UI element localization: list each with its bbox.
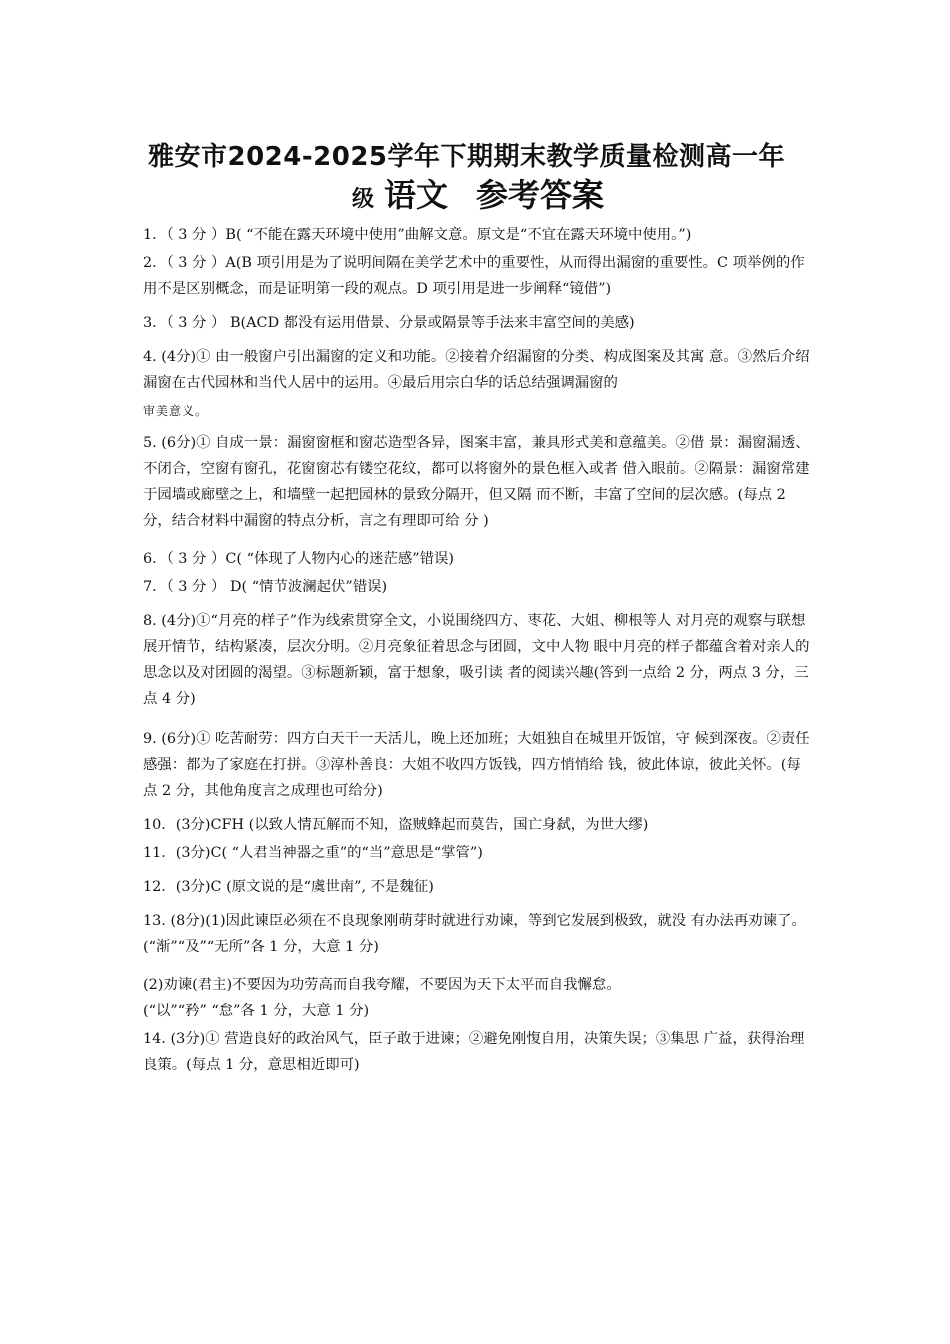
answer-item-13-part1: 13. (8分)(1)因此谏臣必须在不良现象刚萌芽时就进行劝谏，等到它发展到极致，就没 有办法再劝谏了。(“渐”“及”“无所”各 1 分，大意 1 分) [143,913,806,955]
answer-item-4-continuation: 审美意义。 [143,404,209,418]
answer-item-13-part2: (2)劝谏(君主)不要因为功劳高而自我夸耀，不要因为天下太平而自我懈怠。 [143,977,621,993]
answer-item-5: 5. (6分)① 自成一景：漏窗窗框和窗芯造型各异，图案丰富，兼具形式美和意蕴美。②借 景：漏窗漏透、不闭合，空窗有窗孔，花窗窗芯有镂空花纹，都可以将窗外的景色框入或者 借入眼前。②隔景：漏窗常建于园墙或廊壁之上，和墙壁一起把园林的景致分隔开，但又隔 而不断，丰富了空间的层次感。(每点 2 分，结合材料中漏窗的特点分析，言之有理即可给 分 ) [143,435,810,529]
answer-item-8: 8. (4分)①“月亮的样子”作为线索贯穿全文，小说围绕四方、枣花、大姐、柳根等人 对月亮的观察与联想展开情节，结构紧凑，层次分明。②月亮象征着思念与团圆，文中人物 眼中月亮的样子都蕴含着对亲人的思念以及对团圆的渴望。③标题新颖，富于想象，吸引读 者的阅读兴趣(答到一点给 2 分，两点 3 分，三点 4 分) [143,613,810,707]
answer-list [143,222,815,1086]
title-subject: 语文 [384,176,449,214]
document-title-line1: 雅安市2024-2025学年下期期末教学质量检测高一年 [148,142,786,172]
answer-item-7: 7．（ 3 分 ） D( “情节波澜起伏”错误) [143,579,388,595]
answer-item-9: 9. (6分)① 吃苦耐劳：四方白天干一天活儿，晚上还加班；大姐独自在城里开饭馆，守 候到深夜。②责任感强：都为了家庭在打拼。③淳朴善良：大姐不收四方饭钱，四方悄悄给 钱，彼此体谅，彼此关怀。(每点 2 分，其他角度言之成理也可给分) [143,731,810,799]
answer-item-14: 14. (3分)① 营造良好的政治风气，臣子敢于进谏；②避免刚愎自用，决策失误；③集思 广益，获得治理良策。(每点 1 分，意思相近即可) [143,1031,805,1073]
answer-item-6: 6．（ 3 分 ）C( “体现了人物内心的迷茫感”错误) [143,551,455,567]
answer-item-10: 10．(3分)CFH (以致人情瓦解而不知，盗贼蜂起而莫告，国亡身弑，为世大缪) [143,817,649,833]
title-grade-char: 级 [352,187,375,212]
document-title-line2 [352,170,604,216]
answer-item-2: 2．（ 3 分 ）A(B 项引用是为了说明间隔在美学艺术中的重要性，从而得出漏窗的重要性。C 项举例的作用不是区别概念，而是证明第一段的观点。D 项引用是进一步阐释“镜借”) [143,255,805,297]
answer-item-1: 1．（ 3 分 ）B( “不能在露天环境中使用”曲解文意。原文是“不宜在露天环境中使用。”) [143,227,692,243]
title-answer-key: 参考答案 [476,176,605,214]
answer-item-12: 12．(3分)C (原文说的是“虞世南”, 不是魏征) [143,879,434,895]
answer-item-4: 4. (4分)① 由一般窗户引出漏窗的定义和功能。②接着介绍漏窗的分类、构成图案及其寓 意。③然后介绍漏窗在古代园林和当代人居中的运用。④最后用宗白华的话总结强调漏窗的 [143,349,810,391]
answer-item-13-part2-scoring: (“以”“矜” “怠”各 1 分，大意 1 分) [143,1003,370,1019]
answer-item-3: 3．（ 3 分 ） B(ACD 都没有运用借景、分景或隔景等手法来丰富空间的美感) [143,315,635,331]
answer-item-11: 11．(3分)C( “人君当神器之重”的“当”意思是“掌管”) [143,845,483,861]
